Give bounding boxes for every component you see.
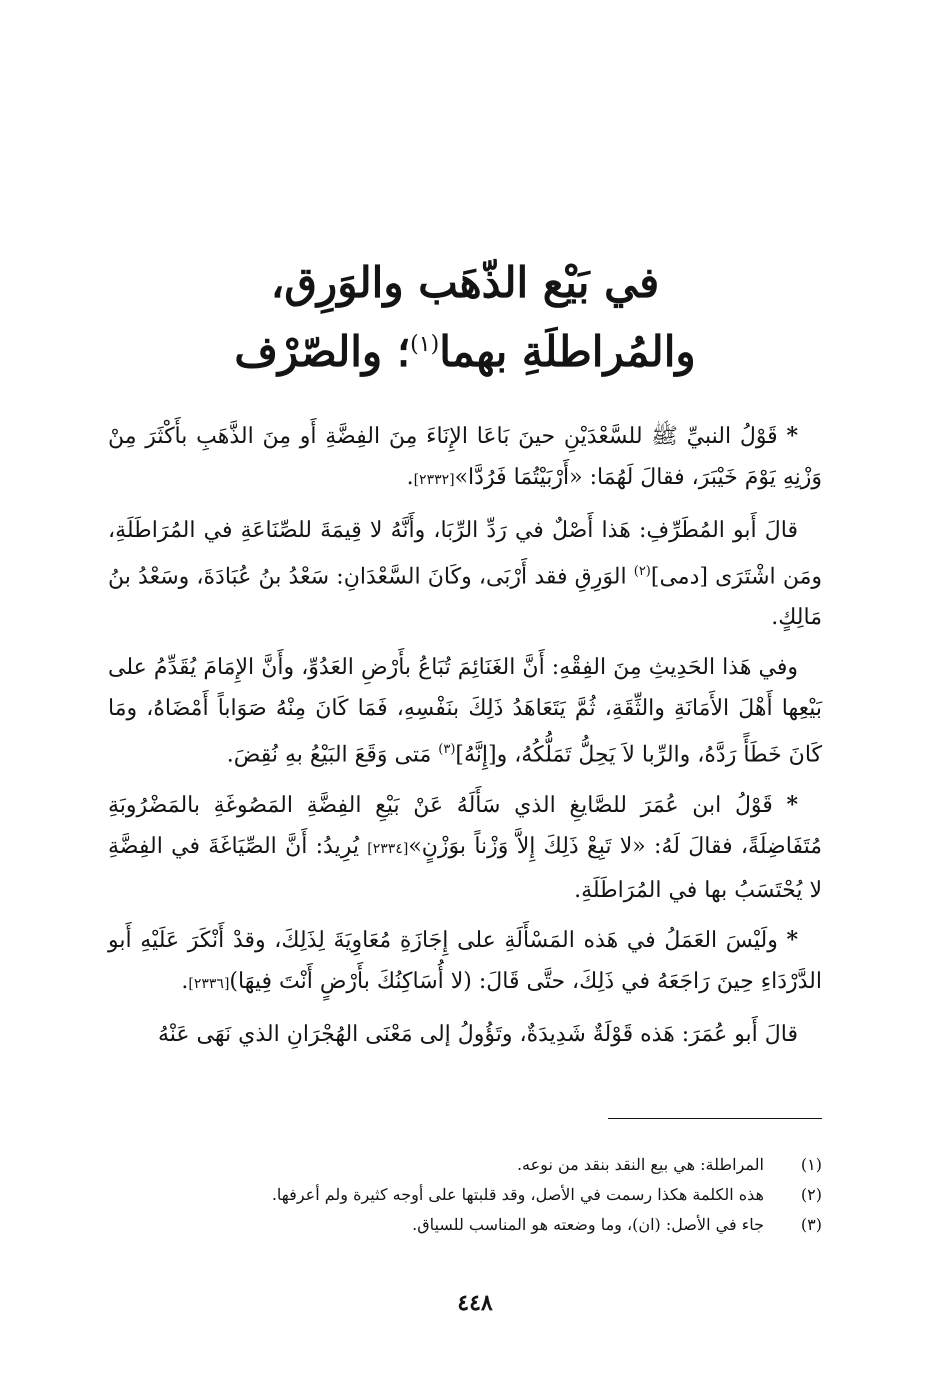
paragraph-3-text: وفي هَذا الحَدِيثِ مِنَ الفِقْهِ: أَنَّ الغَنَائِمَ تُبَاعُ بأَرْضِ العَدُوِّ، وأَنَّ الإِمَامَ يُقَدِّمُ على بَيْعِها أَهْلَ الأَمَانَةِ والثِّقَةِ، ثُمَّ يَتَعَاهَدُ ذَلِكَ بنَفْسِهِ، فَمَا كَانَ مِنْهُ صَوَاباً أَمْضَاهُ، ومَا كَانَ خَطَأً رَدَّهُ، والرِّبا لاَ يَحِلُّ تَمَلُّكُهُ، و[إِنَّهُ] <box>108 655 822 768</box>
footnote-number: (١) <box>800 1155 822 1174</box>
footnote-2 <box>108 1180 822 1210</box>
footnote-marker-2: (٢) <box>633 564 651 579</box>
asterisk-marker: * <box>786 791 798 818</box>
paragraph-4-text-2: يُرِيدُ: أَنَّ الصِّيَاغَةَ في الفِضَّةِ لا يُحْتَسَبُ بها في المُرَاطَلَةِ. <box>108 833 822 903</box>
footnotes <box>108 1150 822 1240</box>
title-line-2-tail: ؛ والصّرْف <box>234 327 411 376</box>
paragraph-6-text: قالَ أَبو عُمَرَ: هَذه قَوْلَةٌ شَدِيدَةٌ، وتَؤُولُ إلى مَعْنَى الهُجْرَانِ الذي نَهَى عَنْهُ <box>157 1021 798 1047</box>
footnote-number: (٣) <box>800 1215 822 1234</box>
footnote-marker-3: (٣) <box>438 742 456 758</box>
footnote-number: (٢) <box>800 1185 822 1204</box>
footnote-3 <box>108 1210 822 1240</box>
title-line-2-text: والمُراطلَةِ بهما <box>439 327 696 376</box>
paragraph-2-text-2: الوَرِقِ فقد أَرْبَى، وكَانَ السَّعْدَانِ: سَعْدُ بنُ عُبَادَةَ، وسَعْدُ بنُ مَالِكٍ. <box>108 564 822 631</box>
footnote-1 <box>108 1150 822 1180</box>
footnote-marker-1: (١) <box>410 332 440 357</box>
footnote-text: جاء في الأصل: (ان)، وما وضعته هو المناسب للسياق. <box>412 1215 764 1234</box>
paragraph-5-end: . <box>181 968 189 994</box>
paragraph-2-text: قالَ أَبو المُطَرِّفِ: هَذا أَصْلٌ في رَدِّ الرِّبَا، وأَنَّهُ لا قِيمَةَ للصِّنَاعَةِ في المُرَاطَلَةِ، ومَن اشْتَرَى [دمى] <box>108 518 822 590</box>
paragraph-3 <box>108 647 822 775</box>
hadith-reference: [٢٣٣٢] <box>413 472 455 488</box>
paragraph-6 <box>108 1014 822 1055</box>
chapter-title <box>108 252 822 383</box>
paragraph-4 <box>108 785 822 911</box>
page-number: ٤٤٨ <box>457 1290 493 1316</box>
paragraph-1-text: قَوْلُ النبيِّ ﷺ للسَّعْدَيْنِ حينَ بَاعَا الإِنَاءَ مِنَ الفِضَّةِ أَو مِنَ الذَّهَبِ بأَكْثَرَ مِنْ وَزْنِهِ يَوْمَ خَيْبَرَ، فقالَ لَهُمَا: «أَرْبَيْتُمَا فَرُدَّا» <box>108 424 822 490</box>
asterisk-marker: * <box>786 423 798 449</box>
paragraph-5 <box>108 920 822 1005</box>
paragraph-5-text: ولَيْسَ العَمَلُ في هَذه المَسْأَلَةِ على إِجَازَةِ مُعَاوِيَةَ لِذَلِكَ، وقدْ أَنْكَرَ عَلَيْهِ أَبو الدَّرْدَاءِ حِينَ رَاجَعَهُ في ذَلِكَ، حتَّى قَالَ: (لا أُسَاكِنُكَ بأَرْضٍ أَنْتَ فِيهَا) <box>108 927 822 994</box>
paragraph-4-text: قَوْلُ ابن عُمَرَ للصَّايغِ الذي سَأَلَهُ عَنْ بَيْعِ الفِضَّةِ المَصُوغَةِ بالمَضْرُوبَةِ مُتَفَاضِلَةً، فقالَ لَهُ: «لا تَبِعْ ذَلِكَ إِلاَّ وَزْناً بوَزْنٍ» <box>108 792 822 859</box>
footnote-separator <box>608 1118 822 1119</box>
paragraph-1 <box>108 416 822 501</box>
paragraph-2 <box>108 510 822 638</box>
paragraph-3-text-2: مَتى وَقَعَ البَيْعُ بهِ نُقِضَ. <box>226 742 439 768</box>
footnote-text: المراطلة: هي بيع النقد بنقد من نوعه. <box>516 1155 764 1174</box>
hadith-reference: [٢٣٣٦] <box>188 975 230 992</box>
title-line-1: في بَيْع الذّهَب والوَرِق، <box>270 258 660 307</box>
asterisk-marker: * <box>786 926 799 953</box>
main-text <box>108 416 822 1064</box>
footnote-text: هذه الكلمة هكذا رسمت في الأصل، وقد قلبتها على أوجه كثيرة ولم أعرفها. <box>271 1185 764 1204</box>
hadith-reference: [٢٣٣٤] <box>367 840 409 857</box>
title-line-2 <box>108 314 822 383</box>
paragraph-1-end: . <box>406 465 414 490</box>
